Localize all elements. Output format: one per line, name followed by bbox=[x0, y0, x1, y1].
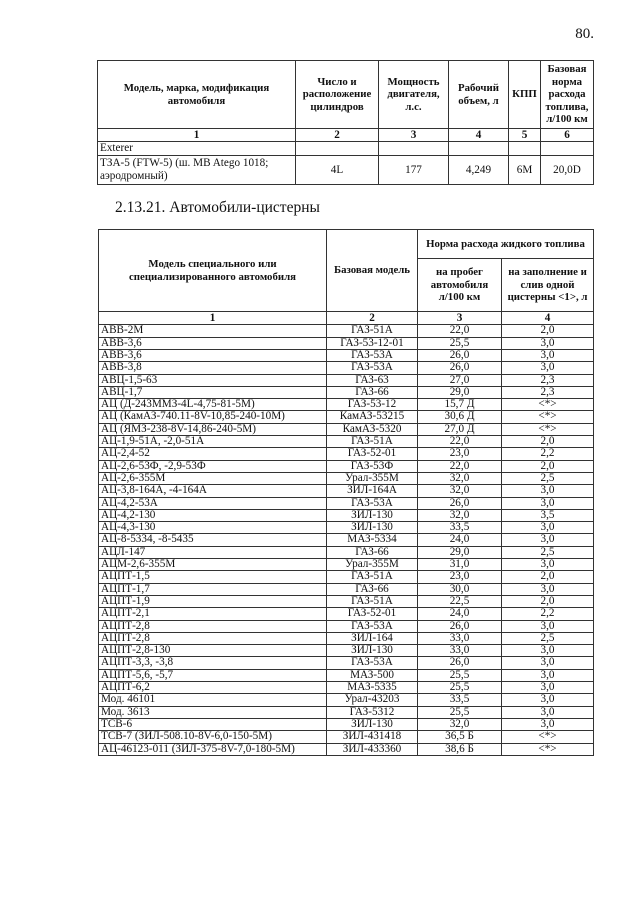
table-row bbox=[99, 411, 594, 423]
cell-base-model: ГАЗ-52-01 bbox=[327, 448, 418, 460]
cell-norm-run: 26,0 bbox=[418, 620, 502, 632]
cell-base-model: ГАЗ-53-12 bbox=[327, 399, 418, 411]
table-row bbox=[99, 571, 594, 583]
cell-norm-fill: 2,0 bbox=[502, 325, 594, 337]
cell-norm-fill: 3,0 bbox=[502, 522, 594, 534]
cell-norm-run: 33,0 bbox=[418, 645, 502, 657]
cell-norm-fill: 2,5 bbox=[502, 546, 594, 558]
table-row bbox=[99, 374, 594, 386]
table-row bbox=[99, 350, 594, 362]
cell-base-model: ЗИЛ-130 bbox=[327, 718, 418, 730]
cell-base-model: ЗИЛ-431418 bbox=[327, 731, 418, 743]
cell-volume: 4,249 bbox=[449, 155, 509, 184]
cell-model: АЦ (КамАЗ-740.11-8V-10,85-240-10М) bbox=[99, 411, 327, 423]
cell-norm-run: 29,0 bbox=[418, 546, 502, 558]
cell-norm-fill: 2,5 bbox=[502, 472, 594, 484]
cell-model: АЦПТ-3,3, -3,8 bbox=[99, 657, 327, 669]
header-norm-fill: на заполнение и слив одной цистерны <1>, л bbox=[502, 259, 594, 312]
cell-base-model: ГАЗ-53А bbox=[327, 497, 418, 509]
cell-base-model: ГАЗ-51А bbox=[327, 325, 418, 337]
table-row bbox=[99, 325, 594, 337]
cell-gearbox: 6M bbox=[509, 155, 541, 184]
cell-base-model: КамАЗ-53215 bbox=[327, 411, 418, 423]
header-volume: Рабочий объем, л bbox=[449, 61, 509, 129]
cell-base-model: ГАЗ-53А bbox=[327, 657, 418, 669]
cell-base-model: ГАЗ-51А bbox=[327, 436, 418, 448]
cell-norm-fill: 3,0 bbox=[502, 362, 594, 374]
cell-model: АЦ-3,8-164А, -4-164А bbox=[99, 485, 327, 497]
cell-base-model: Урал-355М bbox=[327, 472, 418, 484]
cell-norm-run: 23,0 bbox=[418, 448, 502, 460]
cell-norm-run: 15,7 Д bbox=[418, 399, 502, 411]
cell-norm-run: 22,5 bbox=[418, 595, 502, 607]
cell-norm-run: 26,0 bbox=[418, 657, 502, 669]
cell-norm: 20,0D bbox=[541, 155, 594, 184]
table-row bbox=[99, 546, 594, 558]
cell-norm-fill: <*> bbox=[502, 423, 594, 435]
cell-model: АЦМ-2,6-355М bbox=[99, 559, 327, 571]
table2-column-numbers bbox=[99, 312, 594, 325]
column-number: 4 bbox=[449, 129, 509, 142]
table-row bbox=[99, 743, 594, 755]
header-model: Модель, марка, модификация автомобиля bbox=[98, 61, 296, 129]
cell-norm-fill: 2,2 bbox=[502, 608, 594, 620]
cell-base-model: ГАЗ-63 bbox=[327, 374, 418, 386]
cell-model: Мод. 3613 bbox=[99, 706, 327, 718]
cell-norm-fill: 2,3 bbox=[502, 386, 594, 398]
cell-model: АЦ (ЯМЗ-238-8V-14,86-240-5М) bbox=[99, 423, 327, 435]
cell-model: АВВ-3,6 bbox=[99, 337, 327, 349]
header-base-model: Базовая модель bbox=[327, 230, 418, 312]
page-number: 80. bbox=[575, 26, 594, 42]
cell-norm-fill: <*> bbox=[502, 399, 594, 411]
cell-norm-fill: 2,2 bbox=[502, 448, 594, 460]
cell-norm-run: 29,0 bbox=[418, 386, 502, 398]
cell-norm-fill: 3,0 bbox=[502, 534, 594, 546]
cell-norm-fill: 2,0 bbox=[502, 436, 594, 448]
cell-norm-fill: 2,0 bbox=[502, 460, 594, 472]
table-row bbox=[99, 559, 594, 571]
cell-norm-run: 33,0 bbox=[418, 632, 502, 644]
header-norm-run: на пробег автомобиля л/100 км bbox=[418, 259, 502, 312]
cell-base-model: ГАЗ-66 bbox=[327, 583, 418, 595]
cell-norm-run: 33,5 bbox=[418, 522, 502, 534]
table-row bbox=[99, 608, 594, 620]
column-number: 1 bbox=[98, 129, 296, 142]
cell-norm-fill: <*> bbox=[502, 411, 594, 423]
header-gearbox: КПП bbox=[509, 61, 541, 129]
cell-norm-fill: 3,0 bbox=[502, 694, 594, 706]
cell-model: АЦ-4,2-130 bbox=[99, 509, 327, 521]
cell-norm-fill: 2,0 bbox=[502, 595, 594, 607]
cell-norm-run: 31,0 bbox=[418, 559, 502, 571]
cell-model: АЦПТ-2,8 bbox=[99, 632, 327, 644]
cell-norm-fill: 3,0 bbox=[502, 682, 594, 694]
table-row bbox=[99, 682, 594, 694]
table-row bbox=[99, 718, 594, 730]
cell-norm-run: 32,0 bbox=[418, 485, 502, 497]
cell-norm-fill: <*> bbox=[502, 743, 594, 755]
table-row bbox=[99, 436, 594, 448]
cell-base-model: Урал-355М bbox=[327, 559, 418, 571]
column-number: 1 bbox=[99, 312, 327, 325]
cell-base-model: ЗИЛ-433360 bbox=[327, 743, 418, 755]
cell-norm-run: 22,0 bbox=[418, 436, 502, 448]
cell-norm-run: 26,0 bbox=[418, 350, 502, 362]
vehicle-specs-table bbox=[97, 60, 594, 185]
column-number: 4 bbox=[502, 312, 594, 325]
table2-body bbox=[99, 325, 594, 755]
cell-norm-run: 25,5 bbox=[418, 682, 502, 694]
cell-model: ТЗА-5 (FTW-5) (ш. MB Atego 1018; аэродромный) bbox=[98, 155, 296, 184]
table-row bbox=[99, 694, 594, 706]
cell-base-model: ГАЗ-53А bbox=[327, 620, 418, 632]
table-row bbox=[99, 448, 594, 460]
cell-norm-run: 30,6 Д bbox=[418, 411, 502, 423]
cell-norm-run: 23,0 bbox=[418, 571, 502, 583]
table-row bbox=[99, 669, 594, 681]
table-row bbox=[99, 386, 594, 398]
cell-base-model: ЗИЛ-164А bbox=[327, 485, 418, 497]
cell-model: АВВ-2М bbox=[99, 325, 327, 337]
cell-base-model: ГАЗ-53А bbox=[327, 350, 418, 362]
cell-norm-fill: 3,0 bbox=[502, 645, 594, 657]
cell-norm-fill: 3,0 bbox=[502, 497, 594, 509]
table-row bbox=[99, 534, 594, 546]
cell-base-model: ГАЗ-51А bbox=[327, 571, 418, 583]
table-row bbox=[98, 155, 594, 184]
cell-base-model: ЗИЛ-130 bbox=[327, 509, 418, 521]
table-row bbox=[99, 522, 594, 534]
cell-model: АВЦ-1,7 bbox=[99, 386, 327, 398]
tank-trucks-table bbox=[98, 229, 594, 756]
cell-norm-run: 32,0 bbox=[418, 472, 502, 484]
table-row bbox=[99, 399, 594, 411]
cell-base-model: ГАЗ-66 bbox=[327, 546, 418, 558]
cell-norm-fill: 3,0 bbox=[502, 669, 594, 681]
table1-column-numbers bbox=[98, 129, 594, 142]
cell-norm-fill: 2,5 bbox=[502, 632, 594, 644]
cell-norm-run: 32,0 bbox=[418, 509, 502, 521]
cell-norm-fill: 2,3 bbox=[502, 374, 594, 386]
cell-model: АЦПТ-2,1 bbox=[99, 608, 327, 620]
section-title: 2.13.21. Автомобили-цистерны bbox=[115, 199, 320, 216]
cell-model: АЦПТ-1,7 bbox=[99, 583, 327, 595]
table-row bbox=[99, 595, 594, 607]
cell-norm-run: 27,0 Д bbox=[418, 423, 502, 435]
cell-model: АЦ-1,9-51А, -2,0-51А bbox=[99, 436, 327, 448]
table1-header-row bbox=[98, 61, 594, 129]
cell-model: АЦ-2,4-52 bbox=[99, 448, 327, 460]
cell-norm-run: 25,5 bbox=[418, 669, 502, 681]
header-norm: Базовая норма расхода топлива, л/100 км bbox=[541, 61, 594, 129]
header-power: Мощность двигателя, л.с. bbox=[379, 61, 449, 129]
cell-base-model: ЗИЛ-130 bbox=[327, 645, 418, 657]
cell-base-model: ГАЗ-52-01 bbox=[327, 608, 418, 620]
cell-base-model: МАЗ-5335 bbox=[327, 682, 418, 694]
cell-norm-fill: 3,5 bbox=[502, 509, 594, 521]
cell-norm-run: 36,5 Б bbox=[418, 731, 502, 743]
column-number: 2 bbox=[296, 129, 379, 142]
column-number: 2 bbox=[327, 312, 418, 325]
cell-norm-run: 25,5 bbox=[418, 337, 502, 349]
cell-base-model: ГАЗ-51А bbox=[327, 595, 418, 607]
cell-norm-run: 38,6 Б bbox=[418, 743, 502, 755]
cell-norm-run: 24,0 bbox=[418, 608, 502, 620]
table-row bbox=[99, 485, 594, 497]
table-row bbox=[99, 472, 594, 484]
cell-model: Мод. 46101 bbox=[99, 694, 327, 706]
cell-power: 177 bbox=[379, 155, 449, 184]
column-number: 6 bbox=[541, 129, 594, 142]
cell-norm-fill: 3,0 bbox=[502, 337, 594, 349]
cell-model: АВЦ-1,5-63 bbox=[99, 374, 327, 386]
cell-norm-run: 24,0 bbox=[418, 534, 502, 546]
table-row bbox=[99, 423, 594, 435]
group-label: Exterer bbox=[98, 142, 296, 155]
cell-base-model: МАЗ-500 bbox=[327, 669, 418, 681]
column-number: 5 bbox=[509, 129, 541, 142]
cell-model: АВВ-3,8 bbox=[99, 362, 327, 374]
table2-header-row bbox=[99, 230, 594, 259]
cell-norm-run: 30,0 bbox=[418, 583, 502, 595]
cell-norm-run: 33,5 bbox=[418, 694, 502, 706]
cell-base-model: ГАЗ-5312 bbox=[327, 706, 418, 718]
table-row bbox=[99, 362, 594, 374]
cell-model: АЦПТ-6,2 bbox=[99, 682, 327, 694]
cell-norm-fill: <*> bbox=[502, 731, 594, 743]
cell-base-model: МАЗ-5334 bbox=[327, 534, 418, 546]
table-row bbox=[99, 583, 594, 595]
cell-norm-fill: 3,0 bbox=[502, 485, 594, 497]
cell-base-model: ГАЗ-66 bbox=[327, 386, 418, 398]
cell-norm-run: 26,0 bbox=[418, 497, 502, 509]
cell-model: АЦ-4,2-53А bbox=[99, 497, 327, 509]
header-norm-group: Норма расхода жидкого топлива bbox=[418, 230, 594, 259]
cell-base-model: ЗИЛ-164 bbox=[327, 632, 418, 644]
table-row bbox=[99, 497, 594, 509]
cell-model: АЦ-4,3-130 bbox=[99, 522, 327, 534]
cell-model: АЦ-2,6-355М bbox=[99, 472, 327, 484]
cell-model: ТСВ-6 bbox=[99, 718, 327, 730]
cell-model: АЦПТ-1,5 bbox=[99, 571, 327, 583]
table-row bbox=[99, 731, 594, 743]
table1-group-row bbox=[98, 142, 594, 155]
table-row bbox=[99, 657, 594, 669]
cell-model: АЦЛ-147 bbox=[99, 546, 327, 558]
cell-norm-fill: 3,0 bbox=[502, 706, 594, 718]
cell-norm-fill: 3,0 bbox=[502, 583, 594, 595]
table-row bbox=[99, 645, 594, 657]
cell-model: АЦПТ-1,9 bbox=[99, 595, 327, 607]
cell-norm-fill: 3,0 bbox=[502, 350, 594, 362]
table-row bbox=[99, 509, 594, 521]
table-row bbox=[99, 460, 594, 472]
cell-model: АВВ-3,6 bbox=[99, 350, 327, 362]
cell-model: АЦ-8-5334, -8-5435 bbox=[99, 534, 327, 546]
cell-norm-run: 26,0 bbox=[418, 362, 502, 374]
cell-model: АЦ (Д-243ММЗ-4L-4,75-81-5М) bbox=[99, 399, 327, 411]
cell-base-model: ЗИЛ-130 bbox=[327, 522, 418, 534]
table-row bbox=[99, 620, 594, 632]
cell-norm-run: 25,5 bbox=[418, 706, 502, 718]
cell-norm-run: 22,0 bbox=[418, 325, 502, 337]
table-row bbox=[99, 632, 594, 644]
cell-norm-run: 22,0 bbox=[418, 460, 502, 472]
cell-norm-fill: 3,0 bbox=[502, 559, 594, 571]
cell-model: АЦПТ-5,6, -5,7 bbox=[99, 669, 327, 681]
cell-base-model: ГАЗ-53А bbox=[327, 362, 418, 374]
cell-model: АЦ-2,6-53Ф, -2,9-53Ф bbox=[99, 460, 327, 472]
cell-cylinders: 4L bbox=[296, 155, 379, 184]
cell-model: ТСВ-7 (ЗИЛ-508.10-8V-6,0-150-5М) bbox=[99, 731, 327, 743]
cell-norm-fill: 3,0 bbox=[502, 718, 594, 730]
cell-model: АЦПТ-2,8 bbox=[99, 620, 327, 632]
cell-model: АЦПТ-2,8-130 bbox=[99, 645, 327, 657]
cell-norm-fill: 3,0 bbox=[502, 657, 594, 669]
cell-base-model: Урал-43203 bbox=[327, 694, 418, 706]
cell-model: АЦ-46123-011 (ЗИЛ-375-8V-7,0-180-5М) bbox=[99, 743, 327, 755]
cell-base-model: КамАЗ-5320 bbox=[327, 423, 418, 435]
cell-base-model: ГАЗ-53-12-01 bbox=[327, 337, 418, 349]
cell-norm-run: 32,0 bbox=[418, 718, 502, 730]
header-model: Модель специального или специализированного автомобиля bbox=[99, 230, 327, 312]
column-number: 3 bbox=[418, 312, 502, 325]
cell-base-model: ГАЗ-53Ф bbox=[327, 460, 418, 472]
column-number: 3 bbox=[379, 129, 449, 142]
cell-norm-fill: 3,0 bbox=[502, 620, 594, 632]
header-cylinders: Число и расположение цилиндров bbox=[296, 61, 379, 129]
cell-norm-fill: 2,0 bbox=[502, 571, 594, 583]
cell-norm-run: 27,0 bbox=[418, 374, 502, 386]
table-row bbox=[99, 706, 594, 718]
table-row bbox=[99, 337, 594, 349]
